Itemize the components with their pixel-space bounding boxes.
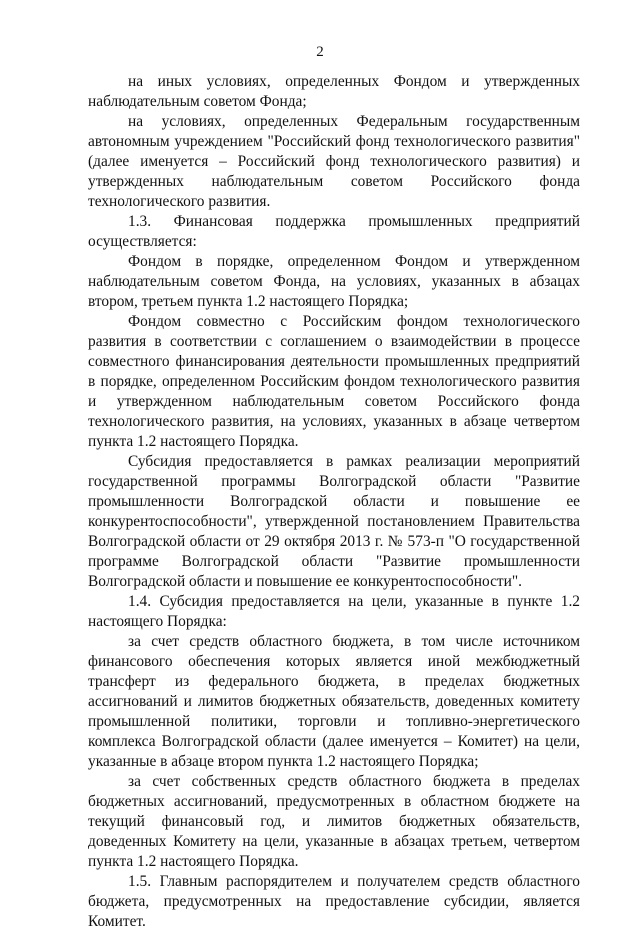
paragraph: 1.3. Финансовая поддержка промышленных предприятий осуществляется:: [88, 213, 580, 250]
paragraph: 1.4. Субсидия предоставляется на цели, указанные в пункте 1.2 настоящего Порядка:: [88, 593, 580, 630]
page-number: 2: [316, 44, 324, 60]
paragraph: за счет собственных средств областного бюджета в пределах бюджетных ассигнований, предусмотренных в областном бюджете на текущий финансовый год, и лимитов бюджетных обязательств, доведенных Комитету на цели, указанные в абзацах третьем, четвертом пункта 1.2 настоящего Порядка.: [88, 773, 580, 870]
paragraph: Субсидия предоставляется в рамках реализации мероприятий государственной программы Волгоградской области "Развитие промышленности Волгоградской области и повышение ее конкурентоспособности", утвержденной постановлением Правительства Волгоградской области от 29 октября 2013 г. № 573-п "О государственной программе Волгоградской области "Развитие промышленности Волгоградской области и повышение ее конкурентоспособности".: [88, 453, 580, 590]
paragraph: 1.5. Главным распорядителем и получателем средств областного бюджета, предусмотренных на предоставление субсидии, является Комитет.: [88, 873, 580, 930]
paragraph: на иных условиях, определенных Фондом и утвержденных наблюдательным советом Фонда;: [88, 73, 580, 110]
paragraph: Фондом в порядке, определенном Фондом и утвержденном наблюдательным советом Фонда, на условиях, указанных в абзацах втором, третьем пункта 1.2 настоящего Порядка;: [88, 253, 580, 310]
paragraph: на условиях, определенных Федеральным государственным автономным учреждением "Российский фонд технологического развития" (далее именуется – Российский фонд технологического развития) и утвержденных наблюдательным советом Российского фонда технологического развития.: [88, 113, 580, 210]
paragraph: за счет средств областного бюджета, в том числе источником финансового обеспечения которых является иной межбюджетный трансферт из федерального бюджета, в пределах бюджетных ассигнований и лимитов бюджетных обязательств, доведенных комитету промышленной политики, торговли и топливно-энергетического комплекса Волгоградской области (далее именуется – Комитет) на цели, указанные в абзаце втором пункта 1.2 настоящего Порядка;: [88, 633, 580, 770]
document-body: [88, 72, 580, 932]
paragraph: Фондом совместно с Российским фондом технологического развития в соответствии с соглашением о взаимодействии в процессе совместного финансирования деятельности промышленных предприятий в порядке, определенном Российским фондом технологического развития и утвержденном наблюдательным советом Российского фонда технологического развития, на условиях, указанных в абзаце четвертом пункта 1.2 настоящего Порядка.: [88, 313, 580, 450]
